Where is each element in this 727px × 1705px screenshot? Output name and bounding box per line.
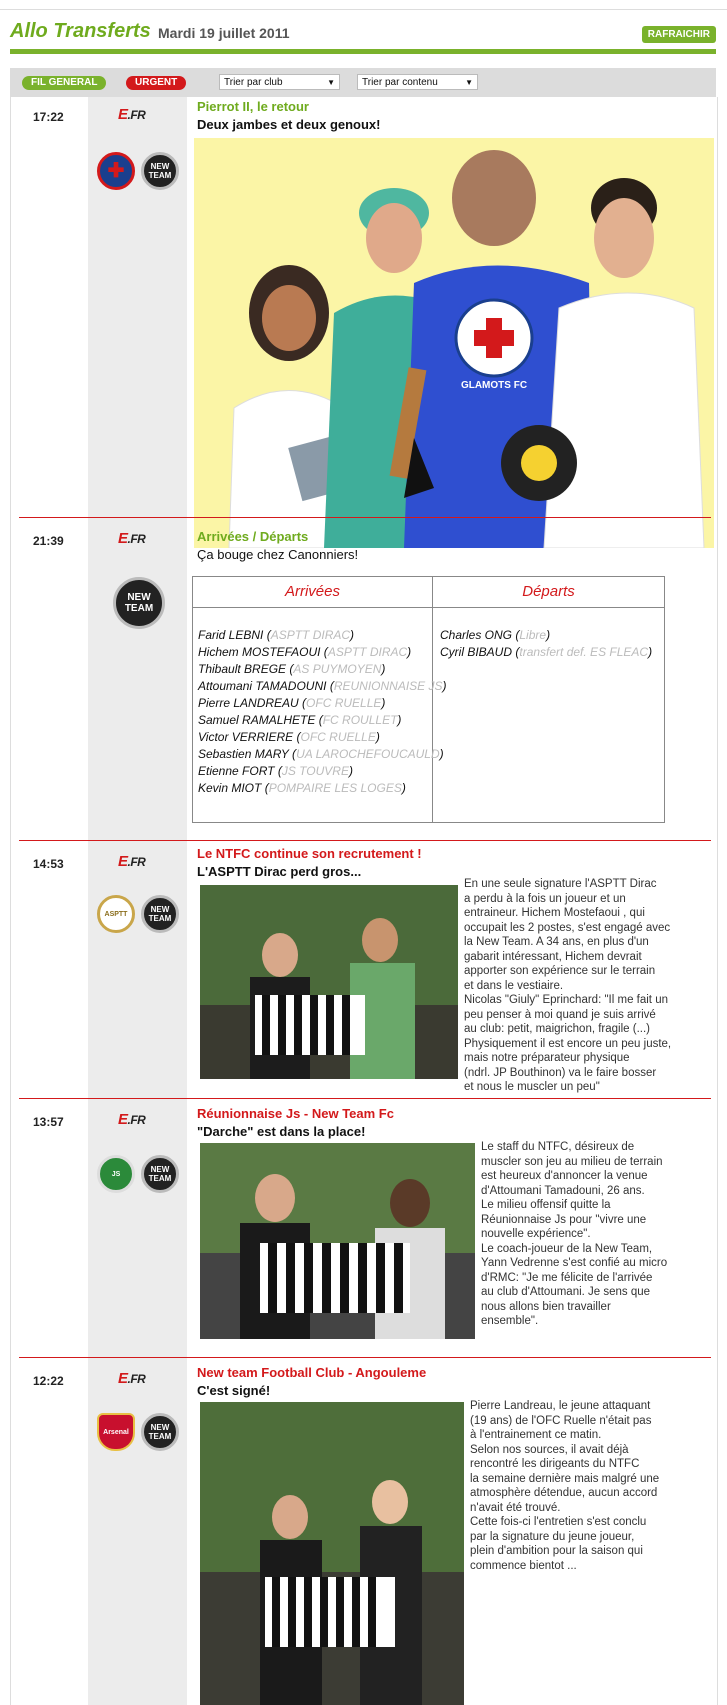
story-line: par la signature du jeune joueur, (470, 1530, 635, 1543)
paren-close: ) (381, 696, 386, 710)
logo-fr: .FR (127, 855, 146, 869)
page-date: Mardi 19 juillet 2011 (158, 25, 290, 41)
story-line: Nicolas "Giuly" Eprinchard: "Il me fait un (464, 994, 668, 1006)
source-logo[interactable] (118, 106, 145, 123)
paren-open: ( (274, 764, 282, 778)
club-name: Libre (519, 628, 547, 642)
entry-divider (19, 1357, 711, 1358)
club-name: OFC RUELLE (300, 730, 376, 744)
player-name[interactable]: Charles ONG (440, 628, 513, 642)
entry-kicker[interactable]: Arrivées / Départs (197, 529, 309, 544)
filter-general-button[interactable]: FIL GENERAL (22, 76, 106, 90)
logo-e: E (118, 853, 128, 870)
logo-fr: .FR (127, 108, 146, 122)
arrivals-header: Arrivées (193, 577, 432, 608)
club-name: REUNIONNAISE JS (333, 679, 443, 693)
paren-open: ( (315, 713, 323, 727)
entry-time: 17:22 (33, 110, 64, 124)
story-line: gabarit intéressant, Hichem devrait (464, 950, 642, 963)
player-name[interactable]: Cyril BIBAUD (440, 645, 513, 659)
paren-close: ) (648, 645, 653, 659)
chevron-down-icon: ▼ (465, 78, 473, 87)
page-header (10, 18, 716, 48)
club-name: POMPAIRE LES LOGES (268, 781, 402, 795)
entry-photo[interactable] (194, 138, 714, 548)
signing-photo (200, 885, 458, 1079)
paren-close: ) (375, 730, 380, 744)
club-name: ASPTT DIRAC (270, 628, 351, 642)
story-line: Le staff du NTFC, désireux de (481, 1141, 635, 1153)
entry-kicker[interactable]: New team Football Club - Angouleme (197, 1365, 427, 1380)
transfer-row (440, 644, 652, 661)
player-name[interactable]: Kevin MIOT (198, 781, 262, 795)
player-name[interactable]: Etienne FORT (198, 764, 275, 778)
story-line: d'Attoumani Tamadouni, 26 ans. (481, 1184, 645, 1197)
entry-subtitle: C'est signé! (197, 1383, 271, 1398)
header-underline (10, 49, 716, 54)
transfer-row (198, 746, 447, 763)
story-line: est heureux d'annoncer la venue (481, 1170, 648, 1182)
club-name: AS PUYMOYEN (293, 662, 382, 676)
sort-by-content-label: Trier par contenu (362, 77, 438, 88)
paren-close: ) (350, 628, 355, 642)
player-name[interactable]: Victor VERRIERE (198, 730, 294, 744)
transfers-table (192, 576, 665, 823)
club-name: UA LAROCHEFOUCAULD (296, 747, 440, 761)
club-name: OFC RUELLE (306, 696, 382, 710)
logo-e: E (118, 1111, 128, 1128)
story-line: au club d'Attoumani. Je sens que (481, 1286, 651, 1298)
story-line: Le milieu offensif quitte la (481, 1199, 611, 1211)
logo-e: E (118, 106, 128, 123)
player-name[interactable]: Samuel RAMALHETE (198, 713, 316, 727)
entry-time: 13:57 (33, 1115, 64, 1129)
story-line: nouvelle expérience". (481, 1228, 591, 1240)
filter-urgent-button[interactable]: URGENT (126, 76, 186, 90)
story-line: En une seule signature l'ASPTT Dirac (464, 878, 657, 890)
story-line: Selon nos sources, il avait déjà (470, 1443, 629, 1456)
arrivals-list (198, 627, 447, 797)
paren-close: ) (407, 645, 412, 659)
story-line: peu penser à moi quand je suis arrivé (464, 1008, 656, 1021)
transfer-row (198, 661, 447, 678)
entry-divider (19, 840, 711, 841)
entry-story (481, 1140, 713, 1329)
club-name: JS TOUVRE (281, 764, 349, 778)
story-line: plein d'ambition pour la saison qui (470, 1545, 643, 1557)
story-line: muscler son jeu au milieu de terrain (481, 1155, 663, 1168)
story-line: atmosphère détendue, aucun accord (470, 1487, 658, 1499)
refresh-button[interactable]: RAFRAICHIR (642, 26, 716, 43)
paren-open: ( (512, 628, 520, 642)
logo-e: E (118, 530, 128, 547)
entry-time: 14:53 (33, 857, 64, 871)
story-line: Yann Vedrenne s'est confié au micro (481, 1257, 668, 1269)
club-badge-arsenal[interactable]: Arsenal (97, 1413, 135, 1451)
entry-kicker[interactable]: Le NTFC continue son recrutement ! (197, 846, 422, 861)
story-line: occupait les 2 postes, s'est engagé avec (464, 921, 671, 934)
filter-toolbar (10, 68, 716, 97)
jersey-text: GLAMOTS FC (460, 380, 528, 391)
entry-story (470, 1399, 715, 1573)
entry-subtitle: "Darche" est dans la place! (197, 1124, 366, 1139)
transfer-row (440, 627, 652, 644)
story-line: la semaine dernière mais malgré une (470, 1472, 660, 1485)
medical-team-illustration (194, 138, 714, 548)
story-line: a perdu à la fois un joueur et un (464, 892, 626, 905)
entry-kicker[interactable]: Pierrot II, le retour (197, 99, 309, 114)
logo-fr: .FR (127, 532, 146, 546)
transfer-row (198, 763, 447, 780)
player-name[interactable]: Thibault BREGE (198, 662, 287, 676)
club-name: FC ROULLET (322, 713, 398, 727)
story-line: Cette fois-ci l'entretien s'est conclu (470, 1516, 647, 1528)
club-badge-reunionnaise[interactable]: JS (97, 1155, 135, 1193)
club-badge-new-team[interactable]: NEW TEAM (141, 1413, 179, 1451)
paren-close: ) (546, 628, 551, 642)
source-logo[interactable] (118, 530, 145, 547)
story-line: n'avait été trouvé. (470, 1501, 561, 1514)
paren-open: ( (286, 662, 294, 676)
transfer-row (198, 678, 447, 695)
story-line: Pierre Landreau, le jeune attaquant (470, 1400, 651, 1412)
entry-photo[interactable] (200, 1402, 464, 1705)
club-badge-glamots[interactable]: ✚ (97, 152, 135, 190)
chevron-down-icon: ▼ (327, 78, 335, 87)
paren-open: ( (512, 645, 520, 659)
story-line: mais notre préparateur physique (464, 1052, 630, 1064)
paren-open: ( (263, 628, 271, 642)
entry-kicker[interactable]: Réunionnaise Js - New Team Fc (197, 1106, 394, 1121)
paren-close: ) (397, 713, 402, 727)
story-line: et nous le muscler un peu" (464, 1081, 600, 1093)
logo-e: E (118, 1370, 128, 1387)
paren-open: ( (298, 696, 307, 710)
player-name[interactable]: Sebastien MARY (198, 747, 289, 761)
story-line: d'RMC: "Je me félicite de l'arrivée (481, 1271, 653, 1284)
sort-by-content-select[interactable] (357, 74, 478, 90)
player-name[interactable]: Hichem MOSTEFAOUI (198, 645, 321, 659)
paren-open: ( (320, 645, 328, 659)
paren-open: ( (261, 781, 269, 795)
story-line: Le coach-joueur de la New Team, (481, 1242, 653, 1255)
entry-subtitle: Ça bouge chez Canonniers! (197, 547, 359, 562)
transfer-row (198, 644, 447, 661)
entry-subtitle: L'ASPTT Dirac perd gros... (197, 864, 362, 879)
paren-close: ) (401, 781, 406, 795)
player-name[interactable]: Attoumani TAMADOUNI (198, 679, 327, 693)
club-name: ASPTT DIRAC (327, 645, 408, 659)
club-badge-new-team[interactable]: NEW TEAM (141, 895, 179, 933)
player-name[interactable]: Farid LEBNI (198, 628, 264, 642)
entry-photo[interactable] (200, 885, 458, 1079)
source-logo[interactable] (118, 853, 145, 870)
logo-fr: .FR (127, 1372, 146, 1386)
page-title: Allo Transferts (10, 20, 151, 42)
story-line: Réunionnaise Js pour "vivre une (481, 1213, 647, 1226)
paren-close: ) (442, 679, 447, 693)
club-badge-new-team[interactable]: NEW TEAM (113, 577, 165, 629)
story-line: rencontré les dirigeants du NTFC (470, 1458, 640, 1470)
paren-close: ) (439, 747, 444, 761)
source-logo[interactable] (118, 1111, 145, 1128)
story-line: la New Team. A 34 ans, en plus d'un (464, 936, 649, 948)
entry-time: 12:22 (33, 1374, 64, 1388)
transfer-row (198, 729, 447, 746)
transfer-row (198, 780, 447, 797)
transfer-row (198, 695, 447, 712)
story-line: apporter son expérience sur le terrain (464, 965, 656, 977)
story-line: ensemble". (481, 1315, 539, 1327)
source-logo[interactable] (118, 1370, 145, 1387)
sort-by-club-select[interactable] (219, 74, 340, 90)
sort-by-club-label: Trier par club (224, 77, 283, 88)
entry-divider (19, 1098, 711, 1099)
story-line: nous allons bien travailler (481, 1300, 611, 1313)
entry-subtitle: Deux jambes et deux genoux! (197, 117, 381, 132)
club-badge-new-team[interactable]: NEW TEAM (141, 152, 179, 190)
entry-photo[interactable] (200, 1143, 475, 1339)
club-badge-new-team[interactable]: NEW TEAM (141, 1155, 179, 1193)
paren-open: ( (326, 679, 334, 693)
story-line: (19 ans) de l'OFC Ruelle n'était pas (470, 1414, 652, 1427)
paren-open: ( (288, 747, 297, 761)
entry-story (464, 877, 714, 1095)
entry-divider (19, 517, 711, 518)
paren-close: ) (348, 764, 353, 778)
paren-close: ) (381, 662, 386, 676)
logo-fr: .FR (127, 1113, 146, 1127)
transfer-row (198, 627, 447, 644)
player-name[interactable]: Pierre LANDREAU (198, 696, 299, 710)
news-feed (10, 97, 718, 1705)
story-line: au club: petit, maigrichon, fragile (...) (464, 1023, 650, 1035)
story-line: Physiquement il est encore un peu juste, (464, 1037, 672, 1050)
signing-photo (200, 1143, 475, 1339)
story-line: et dans le vestiaire. (464, 979, 564, 992)
departures-header: Départs (433, 577, 664, 608)
paren-open: ( (293, 730, 301, 744)
club-name: transfert def. ES FLEAC (519, 645, 649, 659)
story-line: à l'entrainement ce matin. (470, 1429, 602, 1441)
departures-list (440, 627, 652, 661)
top-divider (0, 9, 727, 10)
transfer-row (198, 712, 447, 729)
story-line: commence bientot ... (470, 1559, 577, 1572)
club-badge-asptt-dirac[interactable]: ASPTT (97, 895, 135, 933)
signing-photo (200, 1402, 464, 1705)
entry-time: 21:39 (33, 534, 64, 548)
story-line: (ndrl. JP Bouthinon) va le faire bosser (464, 1066, 657, 1079)
story-line: entraineur. Hichem Mostefaoui , qui (464, 907, 645, 919)
